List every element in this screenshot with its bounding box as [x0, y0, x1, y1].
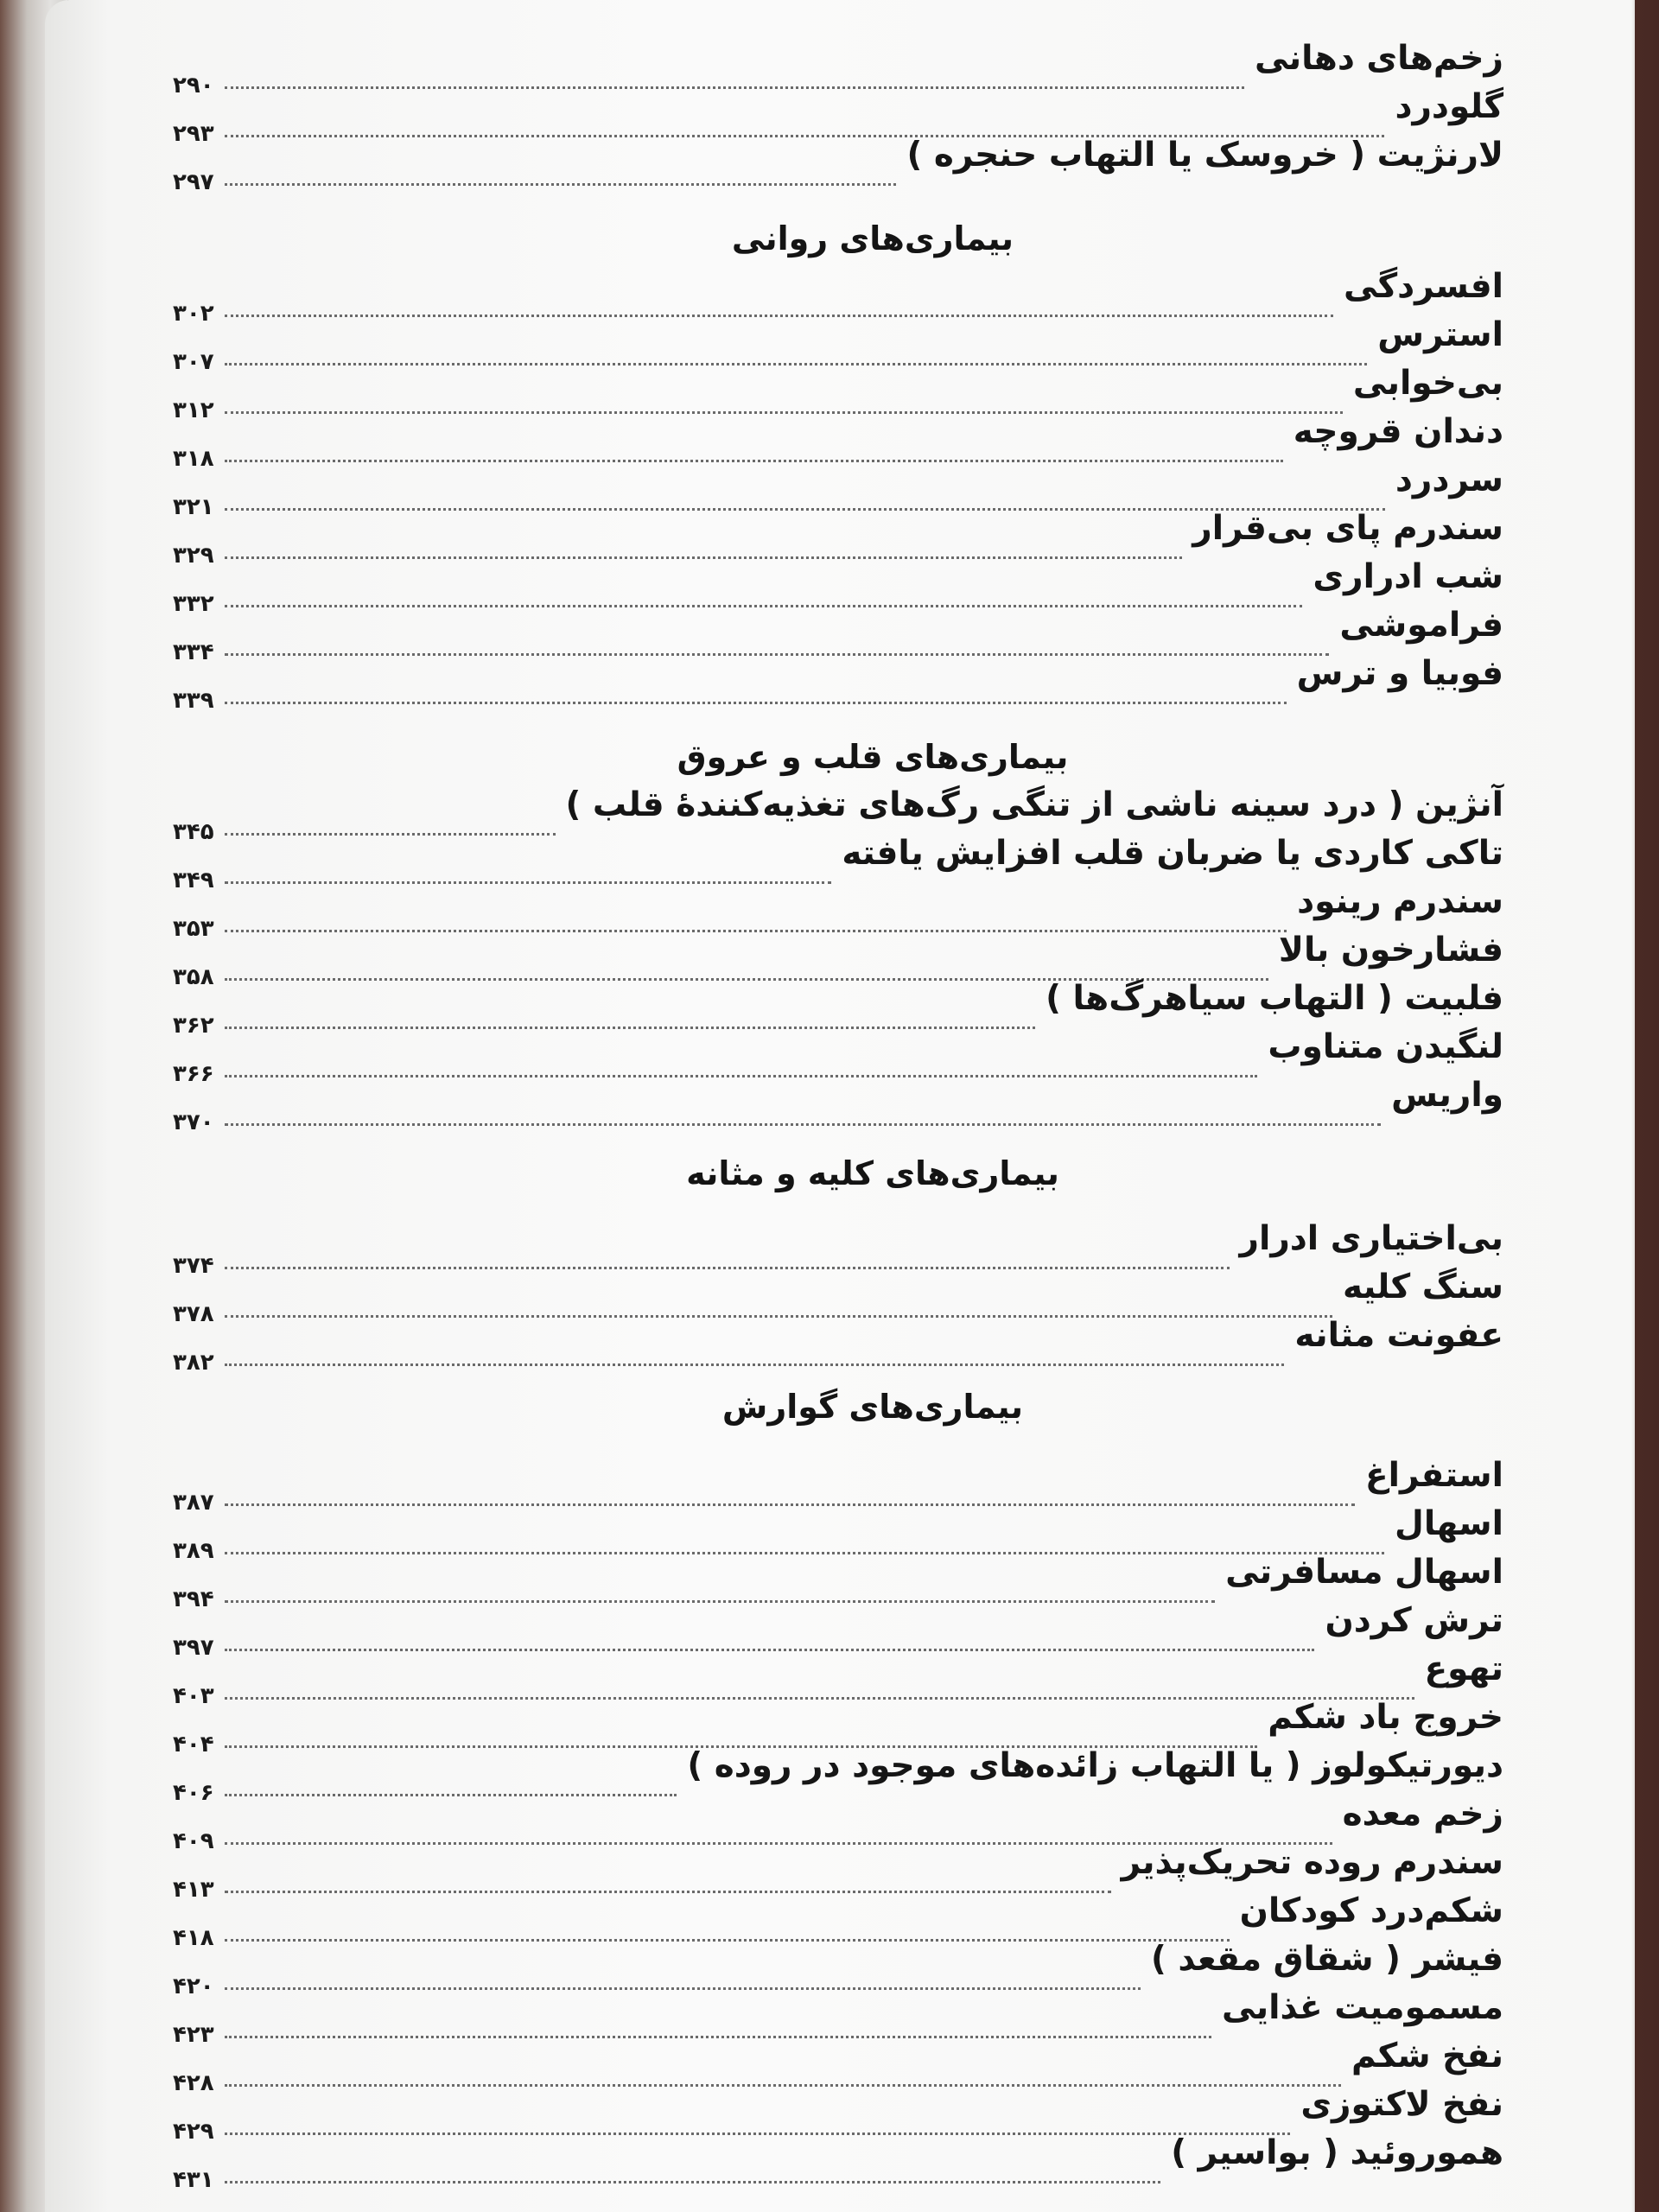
entry-title: نفخ لاکتوزی: [1300, 2085, 1503, 2124]
toc-entry[interactable]: [173, 1500, 1503, 1548]
entry-title: سندرم رینود: [1297, 882, 1503, 921]
entry-title: اسهال مسافرتی: [1225, 1553, 1503, 1592]
toc-entry[interactable]: [173, 1263, 1503, 1312]
entry-title: فراموشی: [1339, 606, 1503, 645]
entry-title: بی‌خوابی: [1352, 364, 1503, 403]
entry-title: گلودرد: [1395, 87, 1503, 126]
section-heading: بیماری‌های قلب و عروق: [677, 738, 1069, 776]
page-number: ۳۶۲: [173, 1013, 214, 1039]
toc-entry[interactable]: [173, 975, 1503, 1023]
entry-title: عفونت مثانه: [1294, 1316, 1503, 1355]
page-number: ۳۹۷: [173, 1635, 214, 1661]
page-number: ۲۹۷: [173, 169, 214, 195]
page-number: ۴۱۳: [173, 1877, 214, 1903]
toc-entry[interactable]: [173, 601, 1503, 650]
entry-title: نفخ شکم: [1351, 2037, 1503, 2075]
toc-entry[interactable]: [173, 1790, 1503, 1839]
page-number: ۳۹۴: [173, 1586, 214, 1612]
page-number: ۳۰۲: [173, 301, 214, 327]
page-number: ۳۱۲: [173, 397, 214, 423]
entry-title: شب ادراری: [1313, 557, 1503, 596]
entry-title: زخم‌های دهانی: [1255, 39, 1503, 78]
entry-title: فشارخون بالا: [1278, 931, 1503, 969]
toc-entry[interactable]: [173, 263, 1503, 311]
entry-title: سردرد: [1395, 461, 1503, 499]
page-number: ۳۶۶: [173, 1061, 214, 1087]
toc-entry[interactable]: [173, 456, 1503, 505]
page-number: ۳۸۹: [173, 1538, 214, 1564]
page-number: ۴۳۱: [173, 2167, 214, 2193]
entry-title: استفراغ: [1365, 1456, 1503, 1495]
page-number: ۳۵۸: [173, 964, 214, 990]
page-number: ۳۰۷: [173, 349, 214, 375]
toc-entry[interactable]: [173, 1645, 1503, 1694]
entry-title: واریس: [1391, 1076, 1503, 1115]
entry-title: هموروئید ( بواسیر ): [1171, 2133, 1503, 2172]
toc-entry[interactable]: [173, 131, 1503, 180]
toc-entry[interactable]: [173, 83, 1503, 131]
entry-title: فلبیت ( التهاب سیاهرگ‌ها ): [1046, 979, 1503, 1018]
toc-entry[interactable]: [173, 2129, 1503, 2177]
page-number: ۴۲۹: [173, 2119, 214, 2145]
page-number: ۳۷۸: [173, 1301, 214, 1327]
entry-title: فوبیا و ترس: [1296, 654, 1503, 693]
page-number: ۴۲۰: [173, 1974, 214, 1999]
toc-entry[interactable]: [173, 1312, 1503, 1360]
entry-title: فیشر ( شقاق مقعد ): [1150, 1940, 1503, 1979]
entry-title: تهوع: [1424, 1649, 1503, 1688]
page-number: ۳۲۱: [173, 494, 214, 520]
entry-title: سنگ کلیه: [1343, 1268, 1503, 1306]
toc-entry[interactable]: [173, 650, 1503, 698]
page-number: ۳۸۲: [173, 1350, 214, 1376]
entry-title: لنگیدن متناوب: [1268, 1027, 1503, 1066]
page-number: ۳۴۹: [173, 868, 214, 893]
entry-title: لارنژیت ( خروسک یا التهاب حنجره ): [906, 136, 1503, 175]
toc-entry[interactable]: [173, 1984, 1503, 2032]
toc-entry[interactable]: [173, 830, 1503, 878]
section-heading: بیماری‌های روانی: [731, 219, 1014, 257]
entry-title: بی‌اختیاری ادرار: [1239, 1219, 1503, 1258]
entry-title: مسمومیت غذایی: [1222, 1988, 1503, 2027]
entry-title: دندان قروچه: [1293, 412, 1503, 451]
entry-title: تاکی کاردی یا ضربان قلب افزایش یافته: [842, 834, 1503, 873]
dotted-leader: [225, 1363, 1284, 1366]
entry-title: سندرم پای بی‌قرار: [1192, 509, 1503, 548]
toc-entry[interactable]: [173, 505, 1503, 553]
dotted-leader: [225, 2181, 1160, 2183]
page-number: ۳۳۲: [173, 591, 214, 617]
toc-entry[interactable]: [173, 1887, 1503, 1936]
entry-title: خروج باد شکم: [1268, 1698, 1503, 1737]
entry-title: دیورتیکولوز ( یا التهاب زائده‌های موجود در روده ): [687, 1746, 1503, 1785]
entry-title: سندرم روده تحریک‌پذیر: [1121, 1843, 1503, 1882]
entry-title: زخم معده: [1342, 1795, 1503, 1834]
page-number: ۳۸۷: [173, 1490, 214, 1516]
page-number: ۳۷۰: [173, 1109, 214, 1135]
toc-entry[interactable]: [173, 1597, 1503, 1645]
right-shadow: [1631, 0, 1659, 2212]
page-number: ۲۹۰: [173, 73, 214, 99]
toc-entry[interactable]: [173, 553, 1503, 601]
dotted-leader: [225, 1123, 1381, 1126]
page-number: ۴۰۳: [173, 1683, 214, 1709]
toc-entry[interactable]: [173, 1742, 1503, 1790]
toc-entry[interactable]: [173, 1023, 1503, 1071]
toc-entry[interactable]: [173, 1694, 1503, 1742]
toc-entry[interactable]: [173, 926, 1503, 975]
page-number: ۳۵۳: [173, 916, 214, 942]
dotted-leader: [225, 702, 1287, 704]
toc-entry[interactable]: [173, 2081, 1503, 2129]
page-number: ۴۰۹: [173, 1828, 214, 1854]
section-heading: بیماری‌های گوارش: [721, 1388, 1024, 1426]
toc-entry[interactable]: [173, 878, 1503, 926]
toc-entry[interactable]: [173, 1452, 1503, 1500]
toc-entry[interactable]: [173, 1071, 1503, 1120]
page-number: ۴۰۴: [173, 1732, 214, 1758]
dotted-leader: [225, 183, 896, 186]
toc-entry[interactable]: [173, 1215, 1503, 1263]
entry-title: ترش کردن: [1325, 1601, 1503, 1640]
page-number: ۳۳۴: [173, 639, 214, 665]
page-number: ۳۴۵: [173, 819, 214, 845]
toc-entry[interactable]: [173, 408, 1503, 456]
entry-title: اسهال: [1395, 1504, 1503, 1543]
page-number: ۳۱۸: [173, 446, 214, 472]
page-number: ۲۹۳: [173, 121, 214, 147]
toc-entry[interactable]: [173, 35, 1503, 83]
toc-entry[interactable]: [173, 2032, 1503, 2081]
toc-entry[interactable]: [173, 1548, 1503, 1597]
toc-entry[interactable]: [173, 781, 1503, 830]
page-number: ۴۱۸: [173, 1925, 214, 1951]
toc-entry[interactable]: [173, 1839, 1503, 1887]
page-number: ۴۲۸: [173, 2070, 214, 2096]
section-heading: بیماری‌های کلیه و مثانه: [686, 1154, 1059, 1192]
page-number: ۳۷۴: [173, 1253, 214, 1279]
table-of-contents: [173, 0, 1503, 2212]
toc-entry[interactable]: [173, 1936, 1503, 1984]
entry-title: افسردگی: [1343, 267, 1503, 306]
entry-title: استرس: [1377, 315, 1503, 354]
page-number: ۴۰۶: [173, 1780, 214, 1806]
entry-title: آنژین ( درد سینه ناشی از تنگی رگ‌های تغذیه‌کنندهٔ قلب ): [565, 785, 1503, 824]
toc-entry[interactable]: [173, 359, 1503, 408]
page-number: ۴۲۳: [173, 2022, 214, 2048]
entry-title: شکم‌درد کودکان: [1239, 1891, 1503, 1930]
page-number: ۳۲۹: [173, 543, 214, 569]
toc-entry[interactable]: [173, 311, 1503, 359]
page-number: ۳۳۹: [173, 688, 214, 714]
